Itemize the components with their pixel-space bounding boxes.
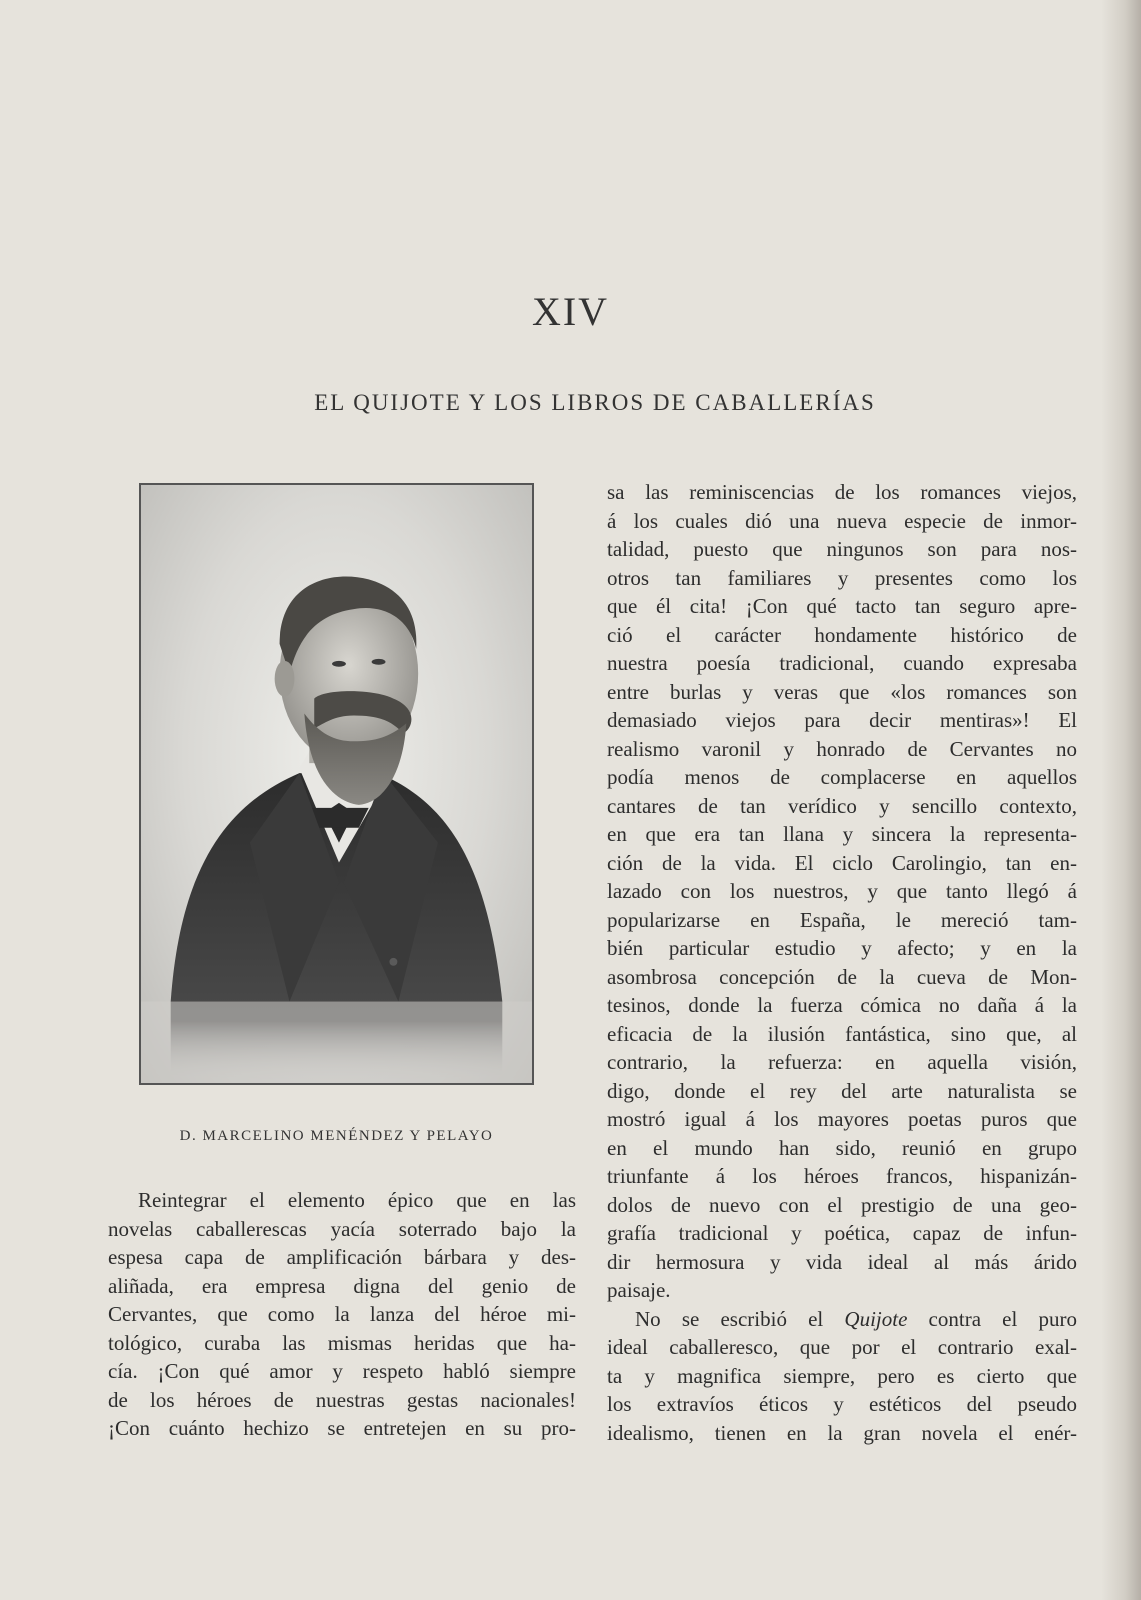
text-line: idealismo, tienen en la gran novela el enér-: [607, 1420, 1077, 1445]
text-line: ideal caballeresco, que por el contrario exal-: [607, 1335, 1077, 1359]
text-fragment: contra el puro: [907, 1306, 1077, 1331]
text-line: novelas caballerescas yacía soterrado bajo la: [108, 1216, 576, 1241]
text-line: los extravíos éticos y estéticos del pseudo: [607, 1392, 1077, 1416]
text-line: tesinos, donde la fuerza cómica no daña á la: [607, 993, 1077, 1017]
text-line: cantares de tan verídico y sencillo contexto,: [607, 793, 1077, 818]
text-line: bién particular estudio y afecto; y en la: [607, 936, 1077, 960]
text-line: eficacia de la ilusión fantástica, sino que, al: [607, 1021, 1077, 1046]
text-line: talidad, puesto que ningunos son para nos-: [607, 537, 1077, 561]
text-line: realismo varonil y honrado de Cervantes no: [607, 736, 1077, 761]
text-line: dir hermosura y vida ideal al más árido: [607, 1249, 1077, 1274]
text-line: dolos de nuevo con el prestigio de una geo-: [607, 1192, 1077, 1217]
text-line: podía menos de complacerse en aquellos: [607, 765, 1077, 789]
text-line: contrario, la refuerza: en aquella visión,: [607, 1050, 1077, 1074]
portrait-illustration: [141, 485, 532, 1083]
text-line: popularizarse en España, le mereció tam-: [607, 907, 1077, 932]
portrait-photo: [139, 483, 534, 1085]
text-line: asombrosa concepción de la cueva de Mon-: [607, 964, 1077, 989]
text-line: entre burlas y veras que «los romances son: [607, 679, 1077, 704]
text-line: en que era tan llana y sincera la representa-: [607, 822, 1077, 846]
text-line: mostró igual á los mayores poetas puros que: [607, 1107, 1077, 1131]
page-edge-shadow: [1101, 0, 1141, 1600]
text-line: que él cita! ¡Con qué tacto tan seguro apre-: [607, 594, 1077, 618]
chapter-title: EL QUIJOTE Y LOS LIBROS DE CABALLERÍAS: [314, 390, 876, 415]
text-line: ta y magnifica siempre, pero es cierto que: [607, 1363, 1077, 1388]
text-line: otros tan familiares y presentes como los: [607, 565, 1077, 590]
book-title-italic: Quijote: [844, 1306, 908, 1331]
text-line: ¡Con cuánto hechizo se entretejen en su pro-: [108, 1416, 576, 1440]
text-line: Cervantes, que como la lanza del héroe mi-: [108, 1302, 576, 1326]
text-line: en el mundo han sido, reunió en grupo: [607, 1135, 1077, 1160]
text-line: ción de la vida. El ciclo Carolingio, tan en-: [607, 850, 1077, 875]
text-line: cía. ¡Con qué amor y respeto habló siempre: [108, 1359, 576, 1383]
text-line: ció el carácter hondamente histórico de: [607, 622, 1077, 647]
text-line: espesa capa de amplificación bárbara y des-: [108, 1245, 576, 1269]
chapter-number: XIV: [531, 289, 610, 334]
right-column-text: [607, 478, 1077, 1447]
text-line: á los cuales dió una nueva especie de inmor-: [607, 508, 1077, 533]
text-line: demasiado viejos para decir mentiras»! El: [607, 708, 1077, 732]
text-line: grafía tradicional y poética, capaz de infun-: [607, 1221, 1077, 1245]
text-fragment: No se escribió el: [635, 1306, 845, 1331]
left-column-text: [108, 1186, 576, 1443]
text-line: Reintegrar el elemento épico que en las: [138, 1188, 576, 1212]
paragraph-start-line: [607, 1305, 1077, 1334]
text-line: paisaje.: [607, 1278, 671, 1302]
text-line: triunfante á los héroes francos, hispanizán-: [607, 1164, 1077, 1188]
text-line: digo, donde el rey del arte naturalista se: [607, 1078, 1077, 1103]
text-line: lazado con los nuestros, y que tanto llegó á: [607, 879, 1077, 903]
text-line: aliñada, era empresa digna del genio de: [108, 1273, 576, 1298]
text-line: tológico, curaba las mismas heridas que ha-: [108, 1330, 576, 1355]
portrait-caption: D. MARCELINO MENÉNDEZ Y PELAYO: [179, 1128, 494, 1144]
text-line: nuestra poesía tradicional, cuando expresaba: [607, 651, 1077, 675]
text-line: sa las reminiscencias de los romances viejos,: [607, 480, 1077, 504]
text-line: de los héroes de nuestras gestas nacionales!: [108, 1387, 576, 1412]
